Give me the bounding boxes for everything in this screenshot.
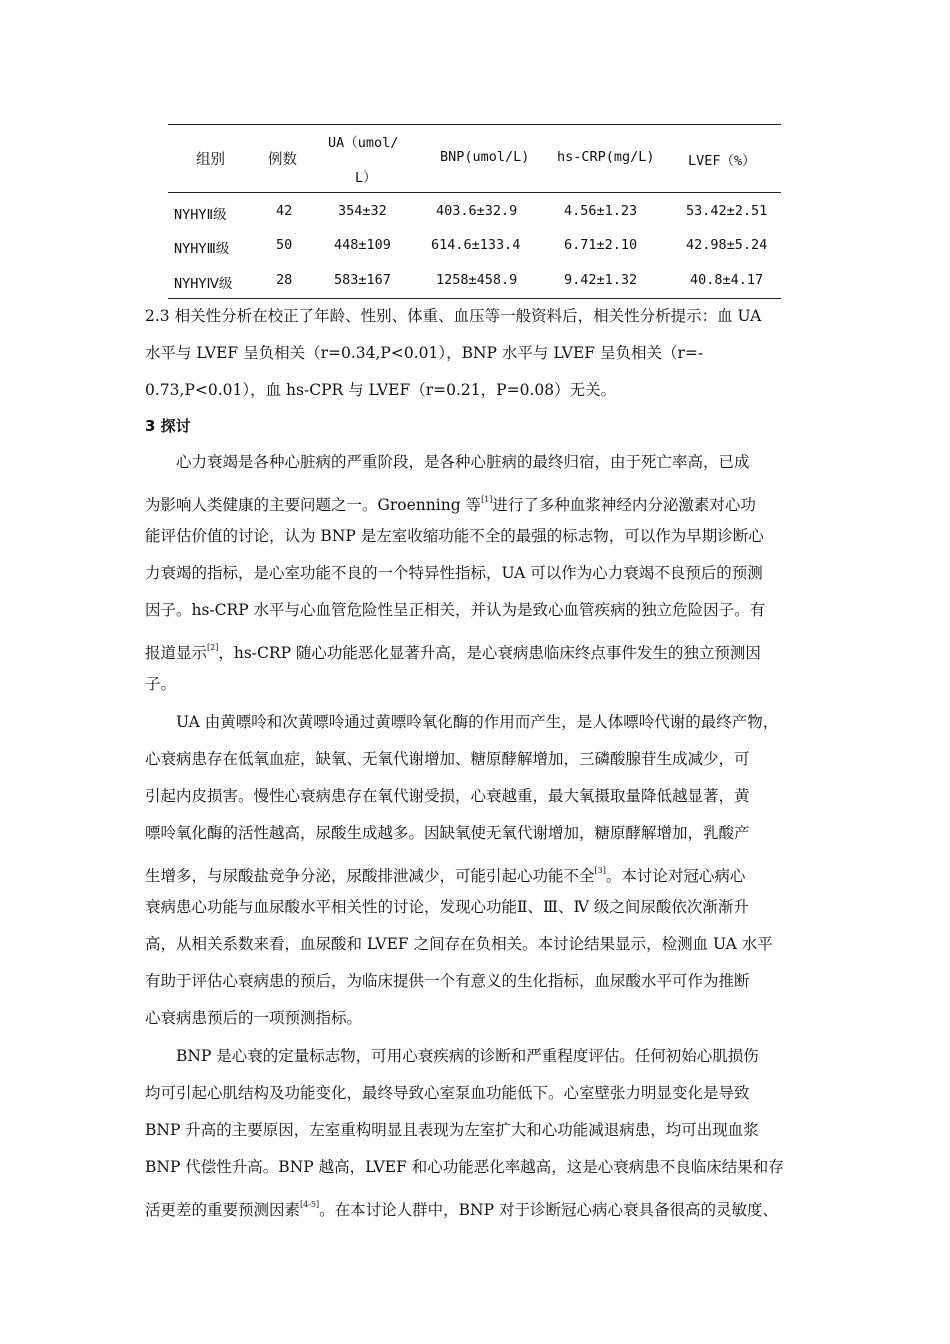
p3-line4: BNP 代偿性升高。BNP 越高，LVEF 和心功能恶化率越高，这是心衰病患不良临床结果和存 xyxy=(145,1158,784,1176)
header-count: 例数 xyxy=(268,152,297,168)
section-3-heading: 3 探讨 xyxy=(145,417,191,435)
p1-line5: 因子。hs-CRP 水平与心血管危险性呈正相关，并认为是致心血管疾病的独立危险因子。有 xyxy=(145,601,766,619)
p2-line5 xyxy=(145,852,805,889)
p3-line5-text-b: 。在本讨论人群中，BNP 对于诊断冠心病心衰具备很高的灵敏度、 xyxy=(319,1201,778,1219)
discussion-paragraph-3 xyxy=(145,1038,805,1223)
row1-group: NYHYⅡ级 xyxy=(174,207,227,223)
p1-line7: 子。 xyxy=(145,675,177,693)
p2-line4: 嘌呤氧化酶的活性越高，尿酸生成越多。因缺氧使无氧代谢增加，糖原酵解增加，乳酸产 xyxy=(145,824,750,842)
p2-line7: 高，从相关系数来看，血尿酸和 LVEF 之间存在负相关。本讨论结果显示，检测血 UA 水平 xyxy=(145,935,773,953)
table-top-rule xyxy=(168,124,781,125)
header-ua-line1: UA（umol/ xyxy=(328,135,399,151)
row2-crp: 6.71±2.10 xyxy=(564,237,638,253)
citation-ref-3: [3] xyxy=(594,866,606,875)
p1-line6-text-b: ，hs-CRP 随心功能恶化显著升高，是心衰病患临床终点事件发生的独立预测因 xyxy=(218,644,761,662)
row3-crp: 9.42±1.32 xyxy=(564,272,638,288)
p1-line6-text-a: 报道显示 xyxy=(145,644,208,662)
header-lvef: LVEF（%） xyxy=(688,153,756,169)
p2-line3: 引起内皮损害。慢性心衰病患存在氧代谢受损，心衰越重，最大氧摄取量降低越显著，黄 xyxy=(145,787,750,805)
section-2-3-line2: 水平与 LVEF 呈负相关（r=0.34,P<0.01），BNP 水平与 LVEF 呈负相关（r=- xyxy=(145,344,704,362)
row3-count: 28 xyxy=(276,272,293,288)
row1-crp: 4.56±1.23 xyxy=(564,203,638,219)
header-crp: hs-CRP(mg/L) xyxy=(557,149,655,165)
row3-ua: 583±167 xyxy=(334,272,391,288)
p1-line2-text-a: 为影响人类健康的主要问题之一。Groenning 等 xyxy=(145,496,482,514)
section-2-3-paragraph xyxy=(145,298,805,409)
header-ua-line2: L） xyxy=(355,170,377,186)
p1-line3: 能评估价值的讨论，认为 BNP 是左室收缩功能不全的最强的标志物，可以作为早期诊断心 xyxy=(145,527,764,545)
row2-ua: 448±109 xyxy=(334,237,391,253)
p2-line2: 心衰病患存在低氧血症，缺氧、无氧代谢增加、糖原酵解增加，三磷酸腺苷生成减少，可 xyxy=(145,750,750,768)
citation-ref-4-5: [4-5] xyxy=(300,1200,320,1209)
p3-line5 xyxy=(145,1186,805,1223)
p2-line8: 有助于评估心衰病患的预后，为临床提供一个有意义的生化指标，血尿酸水平可作为推断 xyxy=(145,972,750,990)
p1-line2 xyxy=(145,481,805,518)
row1-count: 42 xyxy=(276,203,293,219)
p3-line5-text-a: 活更差的重要预测因素 xyxy=(145,1201,301,1219)
table-header-rule xyxy=(168,192,781,193)
p2-line5-text-a: 生增多，与尿酸盐竞争分泌，尿酸排泄减少，可能引起心功能不全 xyxy=(145,867,595,885)
p3-line3: BNP 升高的主要原因，左室重构明显且表现为左室扩大和心功能减退病患，均可出现血浆 xyxy=(145,1121,759,1139)
row3-group: NYHYⅣ级 xyxy=(174,276,233,292)
row1-bnp: 403.6±32.9 xyxy=(436,203,518,219)
header-group: 组别 xyxy=(196,152,225,168)
row2-bnp: 614.6±133.4 xyxy=(431,237,521,253)
p1-line6 xyxy=(145,629,805,666)
section-2-3-line3: 0.73,P<0.01），血 hs-CPR 与 LVEF（r=0.21，P=0.08）无关。 xyxy=(145,381,617,399)
row3-bnp: 1258±458.9 xyxy=(436,272,518,288)
p3-line2: 均可引起心肌结构及功能变化，最终导致心室泵血功能低下。心室壁张力明显变化是导致 xyxy=(145,1084,750,1102)
p3-line1: BNP 是心衰的定量标志物，可用心衰疾病的诊断和严重程度评估。任何初始心肌损伤 xyxy=(176,1047,759,1065)
p2-line5-text-b: 。本讨论对冠心病心 xyxy=(605,867,746,885)
row1-lvef: 53.42±2.51 xyxy=(686,203,768,219)
discussion-paragraph-2 xyxy=(145,704,805,1037)
citation-ref-1: [1] xyxy=(481,495,493,504)
p2-line9: 心衰病患预后的一项预测指标。 xyxy=(145,1009,363,1027)
header-bnp: BNP(umol/L) xyxy=(440,149,530,165)
p1-line2-text-b: 进行了多种血浆神经内分泌激素对心功 xyxy=(492,496,756,514)
row3-lvef: 40.8±4.17 xyxy=(690,272,764,288)
p1-line1: 心力衰竭是各种心脏病的严重阶段，是各种心脏病的最终归宿，由于死亡率高，已成 xyxy=(176,453,750,471)
p2-line6: 衰病患心功能与血尿酸水平相关性的讨论，发现心功能Ⅱ、Ⅲ、Ⅳ 级之间尿酸依次渐渐升 xyxy=(145,898,749,916)
row2-group: NYHYⅢ级 xyxy=(174,241,230,257)
row2-count: 50 xyxy=(276,237,293,253)
p1-line4: 力衰竭的指标，是心室功能不良的一个特异性指标，UA 可以作为心力衰竭不良预后的预测 xyxy=(145,564,763,582)
citation-ref-2: [2] xyxy=(207,643,219,652)
section-2-3-line1: 2.3 相关性分析在校正了年龄、性别、体重、血压等一般资料后，相关性分析提示：血 UA xyxy=(145,307,762,325)
row1-ua: 354±32 xyxy=(338,203,387,219)
p2-line1: UA 由黄嘌呤和次黄嘌呤通过黄嘌呤氧化酶的作用而产生，是人体嘌呤代谢的最终产物， xyxy=(176,713,779,731)
row2-lvef: 42.98±5.24 xyxy=(686,237,768,253)
discussion-paragraph-1 xyxy=(145,444,805,703)
